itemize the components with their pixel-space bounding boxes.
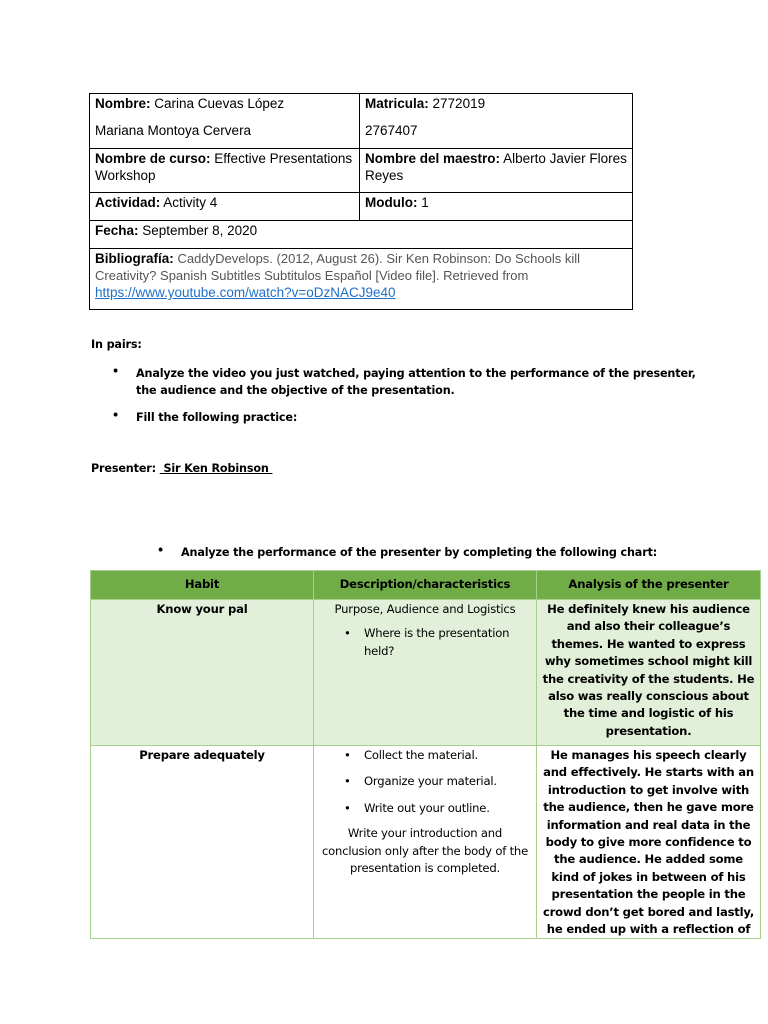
description-cell <box>314 746 537 939</box>
nombre-label: Nombre: <box>95 96 151 111</box>
presenter-name: Sir Ken Robinson <box>159 462 273 475</box>
youtube-link[interactable]: https://www.youtube.com/watch?v=oDzNACJ9e40 <box>95 285 396 300</box>
actividad-value: Activity 4 <box>163 195 218 210</box>
bibliografia-text: CaddyDevelops. (2012, August 26). Sir Ken Robinson: Do Schools kill Creativity? Spanish Subtitles Subtitulos Español [Video file]. Retrieved from <box>95 251 581 283</box>
habit-cell: Know your pal <box>91 600 314 746</box>
bullet-icon: • <box>112 409 120 422</box>
modulo-cell <box>360 193 633 221</box>
instruction-text-chart: Analyze the performance of the presenter by completing the following chart: <box>181 546 658 559</box>
column-header-description: Description/characteristics <box>314 571 537 600</box>
habit-analysis-table <box>90 570 761 939</box>
habit-cell: Prepare adequately <box>91 746 314 939</box>
fecha-label: Fecha: <box>95 223 139 238</box>
matricula-value-2: 2767407 <box>365 123 418 138</box>
maestro-cell <box>360 149 633 193</box>
fecha-cell <box>90 221 633 249</box>
list-item: • Where is the presentation held? <box>318 625 532 660</box>
curso-cell <box>90 149 360 193</box>
list-item: • Write out your outline. <box>318 800 532 817</box>
bibliografia-cell <box>90 249 633 310</box>
matricula-value-1: 2772019 <box>432 96 486 111</box>
matricula-cell <box>360 94 633 149</box>
list-item: • Collect the material. <box>318 747 532 764</box>
instruction-text-analyze: Analyze the video you just watched, paying attention to the performance of the presenter, the audience and the objective of the presentation. <box>136 367 696 397</box>
column-header-analysis: Analysis of the presenter <box>537 571 761 600</box>
presenter-line <box>91 462 272 475</box>
description-list <box>318 625 532 660</box>
student-info-table <box>89 93 633 310</box>
curso-label: Nombre de curso: <box>95 151 211 166</box>
in-pairs-heading: In pairs: <box>91 338 142 351</box>
description-cell <box>314 600 537 746</box>
description-list <box>318 747 532 817</box>
nombre-value-1: Carina Cuevas López <box>154 96 285 111</box>
description-title: Purpose, Audience and Logistics <box>334 602 516 616</box>
bullet-icon: • <box>112 365 120 378</box>
analysis-cell: He manages his speech clearly and effectively. He starts with an introduction to get involve with the audience, then he gave more information and real data in the body to give more confidence to the audience. He added some kind of jokes in between of his presentation the people in the crowd don’t get bored and lastly, he ended up with a reflection of <box>537 746 761 939</box>
instruction-text-fill: Fill the following practice: <box>136 411 298 424</box>
table-row <box>91 600 761 746</box>
bibliografia-label: Bibliografía: <box>95 251 174 266</box>
column-header-habit: Habit <box>91 571 314 600</box>
fecha-value: September 8, 2020 <box>142 223 258 238</box>
nombre-cell <box>90 94 360 149</box>
actividad-cell <box>90 193 360 221</box>
maestro-value: Alberto Javier Flores Reyes <box>365 151 627 183</box>
description-note: Write your introduction and conclusion only after the body of the presentation is completed. <box>321 826 529 876</box>
matricula-label: Matricula: <box>365 96 429 111</box>
modulo-value: 1 <box>421 195 429 210</box>
maestro-label: Nombre del maestro: <box>365 151 501 166</box>
list-item: • Organize your material. <box>318 773 532 790</box>
modulo-label: Modulo: <box>365 195 418 210</box>
curso-value: Effective Presentations Workshop <box>95 151 353 183</box>
analysis-cell: He definitely knew his audience and also their colleague’s themes. He wanted to express why sometimes school might kill the creativity of the students. He also was really conscious about the time and logistic of his presentation. <box>537 600 761 746</box>
table-row <box>91 746 761 939</box>
presenter-label: Presenter: <box>91 462 156 475</box>
bullet-icon: • <box>157 544 165 557</box>
nombre-value-2: Mariana Montoya Cervera <box>95 123 252 138</box>
actividad-label: Actividad: <box>95 195 161 210</box>
